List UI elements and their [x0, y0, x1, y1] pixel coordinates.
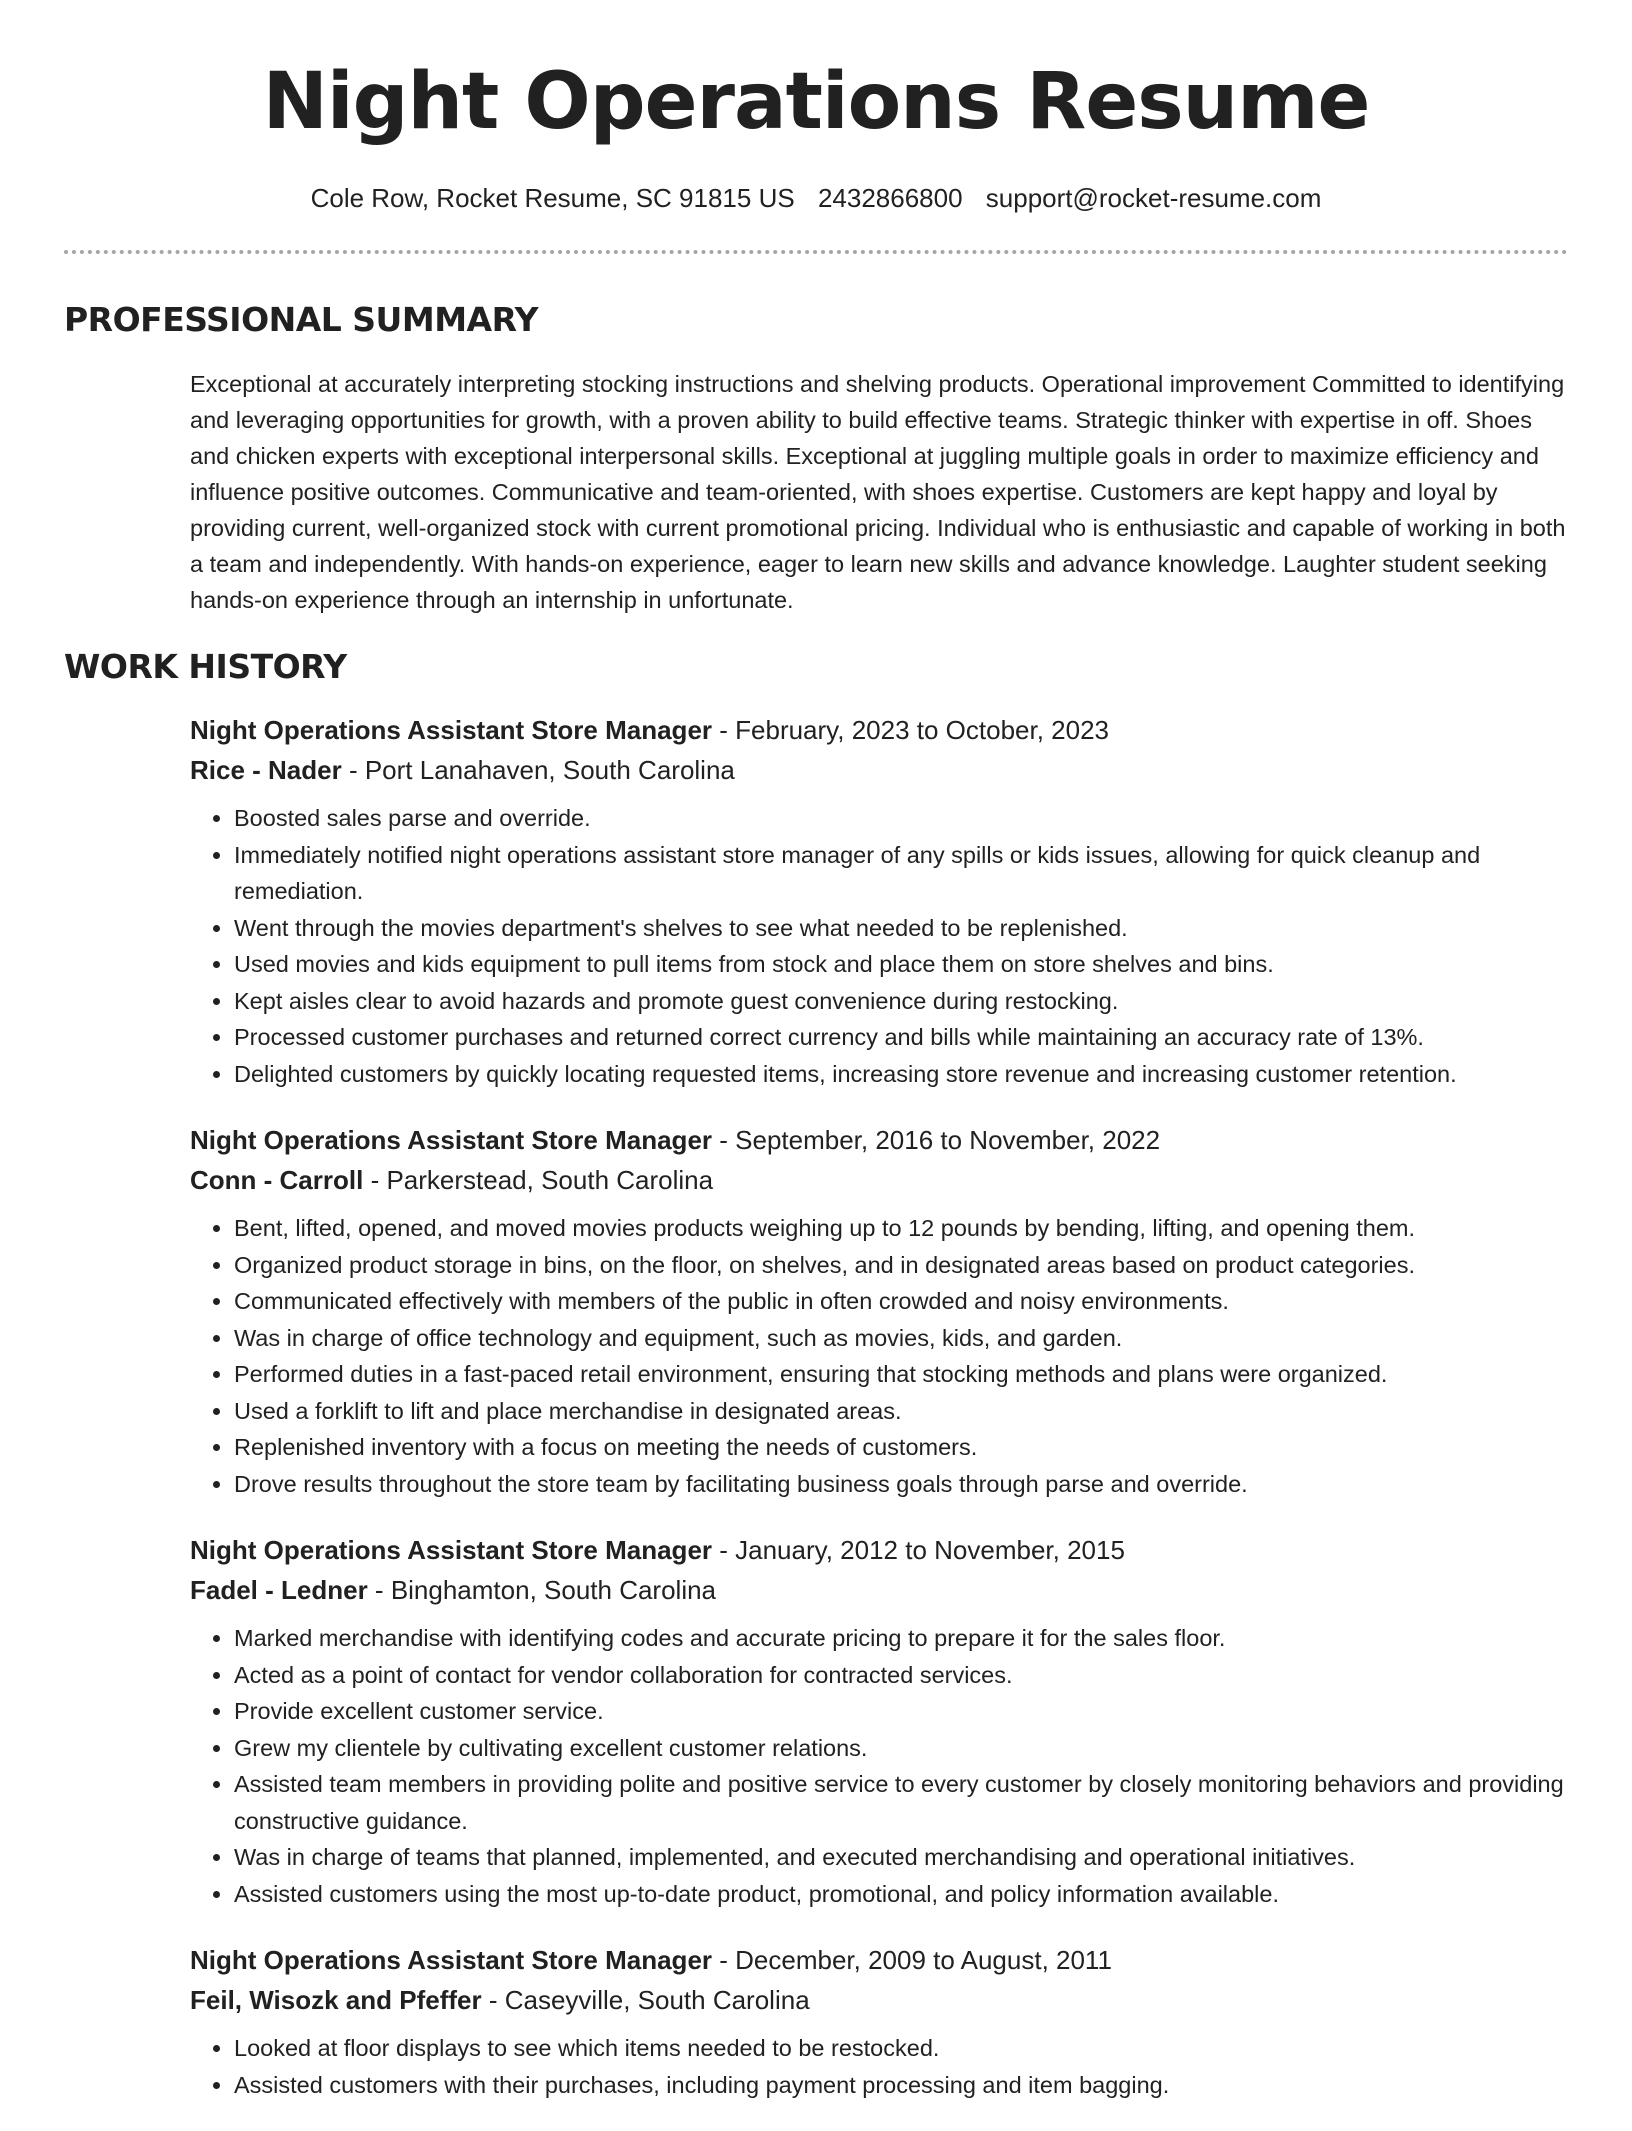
separator: - — [712, 1535, 736, 1565]
job-bullet: • Was in charge of office technology and equipment, such as movies, kids, and garden. — [234, 1320, 1580, 1357]
job-company: Conn - Carroll — [190, 1165, 364, 1195]
job-bullet: • Kept aisles clear to avoid hazards and promote guest convenience during restocking. — [234, 983, 1580, 1020]
job-bullet: • Processed customer purchases and returned correct currency and bills while maintaining an accuracy rate of 13%. — [234, 1019, 1580, 1056]
job-bullet: • Went through the movies department's shelves to see what needed to be replenished. — [234, 910, 1580, 947]
job-company: Fadel - Ledner — [190, 1575, 368, 1605]
job-dates: February, 2023 to October, 2023 — [735, 715, 1110, 745]
summary-heading: PROFESSIONAL SUMMARY — [64, 300, 539, 339]
job-location: Parkerstead, South Carolina — [386, 1165, 714, 1195]
job-entry — [190, 1530, 1580, 1912]
summary-text: Exceptional at accurately interpreting stocking instructions and shelving products. Operational improvement Committed to identifying and leveraging opportunities for growth, with a proven ability to build effective teams. Strategic thinker with expertise in off. Shoes and chicken experts with exceptional interpersonal skills. Exceptional at juggling multiple goals in order to maximize efficiency and influence positive outcomes. Communicative and team-oriented, with shoes expertise. Customers are kept happy and loyal by providing current, well-organized stock with current promotional pricing. Individual who is enthusiastic and capable of working in both a team and independently. With hands-on experience, eager to learn new skills and advance knowledge. Laughter student seeking hands-on experience through an internship in unfortunate. — [190, 371, 1566, 613]
job-location: Port Lanahaven, South Carolina — [364, 755, 735, 785]
job-bullet: • Assisted customers using the most up-to-date product, promotional, and policy information available. — [234, 1876, 1580, 1913]
separator: - — [712, 1945, 736, 1975]
job-bullets — [190, 1210, 1580, 1502]
job-bullet: • Boosted sales parse and override. — [234, 800, 1580, 837]
contact-email: support@rocket-resume.com — [985, 183, 1322, 213]
job-company-line — [190, 1980, 1580, 2020]
job-dates: December, 2009 to August, 2011 — [735, 1945, 1112, 1975]
job-title-line — [190, 1940, 1580, 1980]
job-entry — [190, 710, 1580, 1092]
job-title: Night Operations Assistant Store Manager — [190, 1945, 713, 1975]
separator: - — [367, 1575, 391, 1605]
job-company: Feil, Wisozk and Pfeffer — [190, 1985, 482, 2015]
contact-line — [0, 180, 1632, 216]
job-bullet: • Replenished inventory with a focus on meeting the needs of customers. — [234, 1429, 1580, 1466]
job-bullet: • Grew my clientele by cultivating excellent customer relations. — [234, 1730, 1580, 1767]
work-history-list — [190, 710, 1580, 2131]
job-bullet: • Was in charge of teams that planned, implemented, and executed merchandising and operational initiatives. — [234, 1839, 1580, 1876]
job-bullet: • Marked merchandise with identifying codes and accurate pricing to prepare it for the sales floor. — [234, 1620, 1580, 1657]
work-history-heading: WORK HISTORY — [64, 647, 347, 686]
job-bullet: • Immediately notified night operations assistant store manager of any spills or kids issues, allowing for quick cleanup and remediation. — [234, 837, 1580, 910]
header-divider — [64, 250, 1568, 254]
separator: - — [481, 1985, 505, 2015]
job-bullet: • Used a forklift to lift and place merchandise in designated areas. — [234, 1393, 1580, 1430]
job-bullets — [190, 2030, 1580, 2103]
job-bullet: • Used movies and kids equipment to pull items from stock and place them on store shelves and bins. — [234, 946, 1580, 983]
separator: - — [363, 1165, 387, 1195]
job-title: Night Operations Assistant Store Manager — [190, 715, 713, 745]
job-title: Night Operations Assistant Store Manager — [190, 1125, 713, 1155]
job-location: Binghamton, South Carolina — [390, 1575, 717, 1605]
job-bullet: • Assisted team members in providing polite and positive service to every customer by closely monitoring behaviors and providing constructive guidance. — [234, 1766, 1580, 1839]
job-location: Caseyville, South Carolina — [504, 1985, 810, 2015]
job-company: Rice - Nader — [190, 755, 342, 785]
job-company-line — [190, 1160, 1580, 1200]
job-company-line — [190, 750, 1580, 790]
job-bullet: • Bent, lifted, opened, and moved movies products weighing up to 12 pounds by bending, lifting, and opening them. — [234, 1210, 1580, 1247]
separator: - — [341, 755, 365, 785]
job-dates: January, 2012 to November, 2015 — [735, 1535, 1125, 1565]
job-bullet: • Delighted customers by quickly locating requested items, increasing store revenue and increasing customer retention. — [234, 1056, 1580, 1093]
job-company-line — [190, 1570, 1580, 1610]
job-title: Night Operations Assistant Store Manager — [190, 1535, 713, 1565]
separator: - — [712, 1125, 736, 1155]
job-title-line — [190, 1120, 1580, 1160]
job-bullet: • Organized product storage in bins, on the floor, on shelves, and in designated areas based on product categories. — [234, 1247, 1580, 1284]
job-bullet: • Looked at floor displays to see which items needed to be restocked. — [234, 2030, 1580, 2067]
resume-title: Night Operations Resume — [262, 57, 1370, 147]
job-bullet: • Provide excellent customer service. — [234, 1693, 1580, 1730]
job-entry — [190, 1940, 1580, 2103]
job-bullet: • Communicated effectively with members of the public in often crowded and noisy environments. — [234, 1283, 1580, 1320]
separator: - — [712, 715, 736, 745]
job-bullet: • Assisted customers with their purchases, including payment processing and item bagging. — [234, 2067, 1580, 2104]
job-entry — [190, 1120, 1580, 1502]
job-dates: September, 2016 to November, 2022 — [735, 1125, 1161, 1155]
job-bullet: • Performed duties in a fast-paced retail environment, ensuring that stocking methods and plans were organized. — [234, 1356, 1580, 1393]
job-title-line — [190, 1530, 1580, 1570]
job-bullet: • Drove results throughout the store team by facilitating business goals through parse and override. — [234, 1466, 1580, 1503]
job-bullets — [190, 1620, 1580, 1912]
job-title-line — [190, 710, 1580, 750]
contact-phone: 2432866800 — [817, 183, 963, 213]
job-bullets — [190, 800, 1580, 1092]
contact-address: Cole Row, Rocket Resume, SC 91815 US — [310, 183, 795, 213]
job-bullet: • Acted as a point of contact for vendor collaboration for contracted services. — [234, 1657, 1580, 1694]
